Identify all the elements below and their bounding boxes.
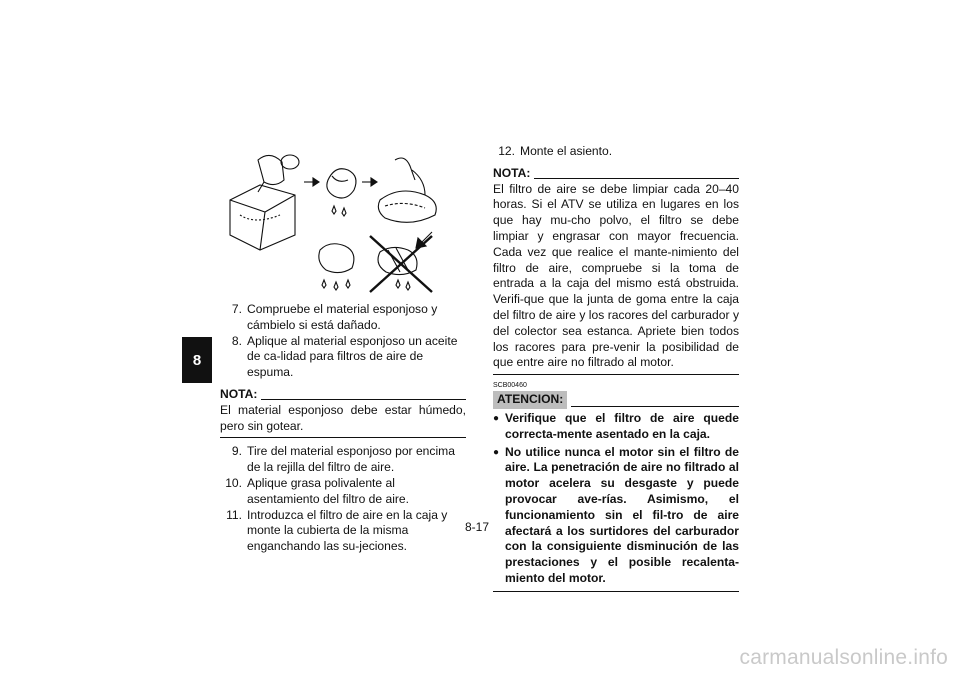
step-text: Monte el asiento. bbox=[520, 144, 613, 158]
watermark: carmanualsonline.info bbox=[739, 646, 948, 669]
step-number: 10. bbox=[225, 475, 242, 490]
nota-heading bbox=[220, 387, 466, 403]
left-column bbox=[220, 140, 466, 555]
step-text: Aplique al material esponjoso un aceite de ca-lidad para filtros de aire de espuma. bbox=[247, 333, 458, 380]
caution-text: Verifique que el filtro de aire quede correcta-mente asentado en la caja. bbox=[505, 410, 739, 441]
nota-rule bbox=[534, 178, 739, 179]
nota-heading bbox=[493, 166, 739, 182]
step-number: 11. bbox=[226, 507, 242, 522]
step-text: Aplique grasa polivalente al asentamiento del filtro de aire. bbox=[247, 475, 410, 506]
step-number: 9. bbox=[231, 444, 242, 459]
atencion-rule bbox=[571, 406, 739, 407]
list-item bbox=[220, 476, 466, 508]
right-column bbox=[493, 144, 739, 592]
nota-text: El material esponjoso debe estar húmedo, pero sin gotear. bbox=[220, 402, 466, 433]
page-number: 8-17 bbox=[465, 520, 490, 534]
step-number: 12. bbox=[498, 144, 515, 158]
atencion-label: ATENCION: bbox=[493, 391, 567, 409]
steps-list-a bbox=[220, 302, 466, 381]
nota-label: NOTA: bbox=[493, 165, 531, 180]
list-item bbox=[220, 334, 466, 381]
step-number: 8. bbox=[231, 333, 242, 348]
air-filter-oiling-illustration bbox=[220, 140, 466, 300]
nota-end-rule bbox=[220, 437, 466, 438]
bullet-icon: ● bbox=[493, 446, 500, 458]
caution-bullet bbox=[493, 411, 739, 443]
section-tab: 8 bbox=[182, 337, 212, 383]
steps-list-b bbox=[220, 444, 466, 555]
step-text: Tire del material esponjoso por encima de la rejilla del filtro de aire. bbox=[247, 444, 455, 475]
bullet-icon: ● bbox=[493, 412, 500, 424]
list-item bbox=[220, 444, 466, 476]
nota-label: NOTA: bbox=[220, 386, 258, 401]
step-number: 7. bbox=[231, 302, 242, 316]
caution-end-rule bbox=[493, 591, 739, 592]
list-item bbox=[220, 508, 466, 555]
nota-rule bbox=[261, 399, 466, 400]
nota-text: El filtro de aire se debe limpiar cada 20–40 horas. Si el ATV se utiliza en lugares en los que hay mu-cho polvo, el filtro se debe limpiar y engrasar con mayor frecuencia. Cada vez que realice el mante-nimiento del filtro de aire, compruebe si la toma de entrada a la caja del mismo está obstruida. Verifi-que que la junta de goma entre la caja del filtro de aire y los racores del carburador y del colector sea estanca. Apriete bien todos los racores para pre-venir la posibilidad de que entre aire no filtrado al motor. bbox=[493, 181, 739, 370]
step-text: Compruebe el material esponjoso y cámbielo si está dañado. bbox=[247, 302, 438, 332]
list-item bbox=[220, 302, 466, 334]
caution-text: No utilice nunca el motor sin el filtro de aire. La penetración de aire no filtrado al motor acelera su desgaste y puede provocar ave-rías. Asimismo, el funcionamiento sin el fil-tro de aire afectará a los surtidores del carburador con la consiguiente disminución de las prestaciones y el posible recalenta-miento del motor. bbox=[505, 444, 739, 585]
step-text: Introduzca el filtro de aire en la caja y monte la cubierta de la misma enganchando las su-jeciones. bbox=[247, 507, 448, 554]
list-item bbox=[493, 144, 739, 160]
caution-bullet bbox=[493, 445, 739, 587]
atencion-heading bbox=[493, 391, 739, 409]
nota-end-rule bbox=[493, 374, 739, 375]
caution-code: SCB00460 bbox=[493, 382, 527, 390]
